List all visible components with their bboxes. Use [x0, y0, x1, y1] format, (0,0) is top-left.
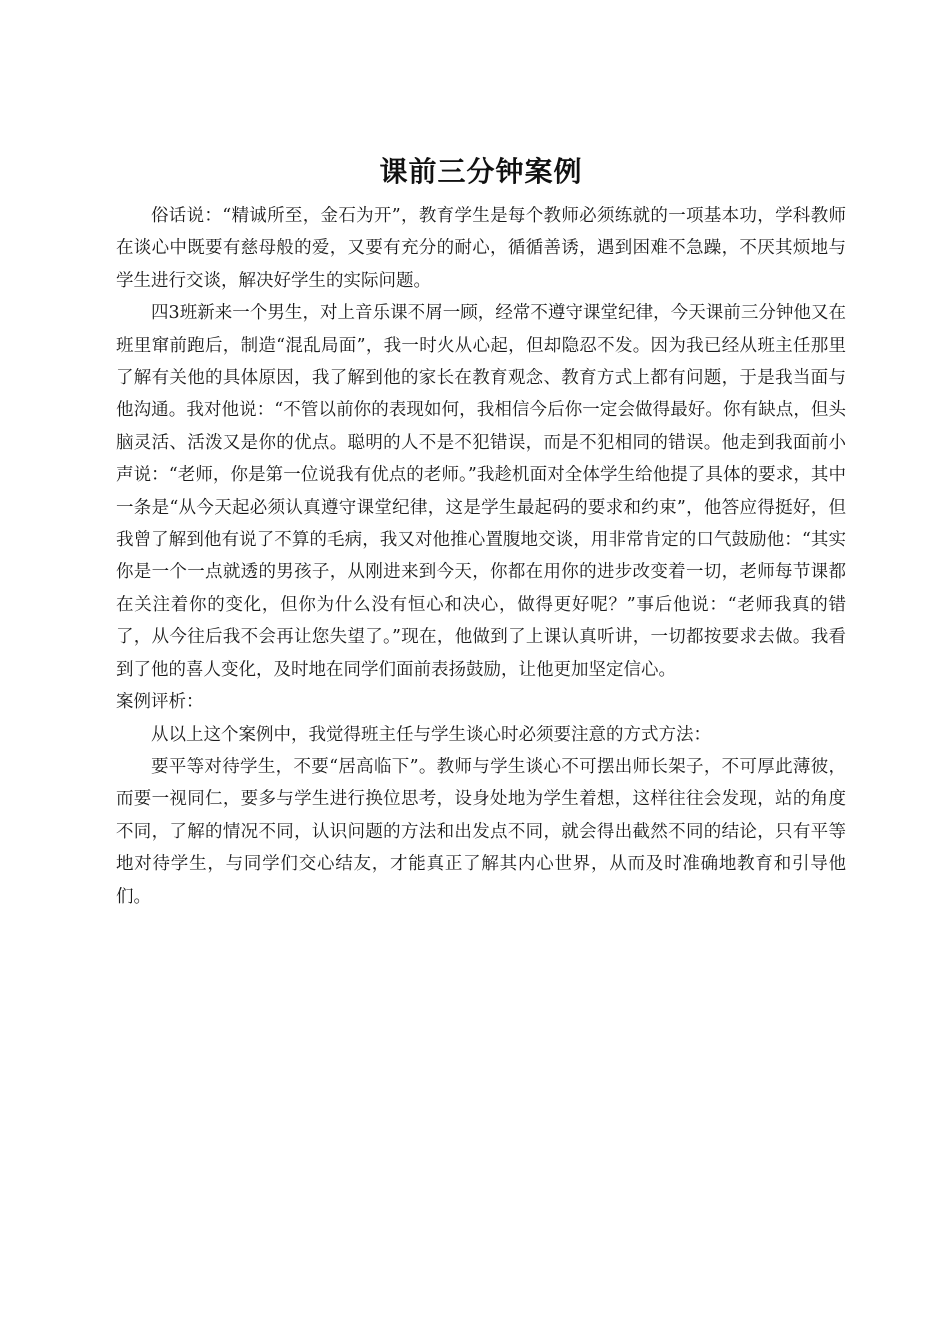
section-heading-case-review: 案例评析：	[116, 692, 204, 713]
paragraph-case-story: 四3班新来一个男生，对上音乐课不屑一顾，经常不遵守课堂纪律，今天课前三分钟他又在班里窜前跑后，制造“混乱局面”，我一时火从心起，但却隐忍不发。因为我已经从班主任那里了解有关他的具体原因，我了解到他的家长在教育观念、教育方式上都有问题，于是我当面与他沟通。我对他说：“不管以前你的表现如何，我相信今后你一定会做得最好。你有缺点，但头脑灵活、活泼又是你的优点。聪明的人不是不犯错误，而是不犯相同的错误。他走到我面前小声说：“老师，你是第一位说我有优点的老师。”我趁机面对全体学生给他提了具体的要求，其中一条是“从今天起必须认真遵守课堂纪律，这是学生最起码的要求和约束”，他答应得挺好，但我曾了解到他有说了不算的毛病，我又对他推心置腹地交谈，用非常肯定的口气鼓励他：“其实你是一个一点就透的男孩子，从刚进来到今天，你都在用你的进步改变着一切，老师每节课都在关注着你的变化，但你为什么没有恒心和决心，做得更好呢？”事后他说：“老师我真的错了，从今往后我不会再让您失望了。”现在，他做到了上课认真听讲，一切都按要求去做。我看到了他的喜人变化，及时地在同学们面前表扬鼓励，让他更加坚定信心。	[116, 303, 846, 680]
paragraph-equal-treatment: 要平等对待学生，不要“居高临下”。教师与学生谈心不可摆出师长架子，不可厚此薄彼，而要一视同仁，要多与学生进行换位思考，设身处地为学生着想，这样往往会发现，站的角度不同，了解的情况不同，认识问题的方法和出发点不同，就会得出截然不同的结论，只有平等地对待学生，与同学们交心结友，才能真正了解其内心世界，从而及时准确地教育和引导他们。	[116, 756, 846, 907]
paragraph-review-intro: 从以上这个案例中，我觉得班主任与学生谈心时必须要注意的方式方法：	[151, 724, 711, 745]
document-title: 课前三分钟案例	[379, 155, 583, 188]
paragraph-proverb: 俗话说：“精诚所至，金石为开”，教育学生是每个教师必须练就的一项基本功，学科教师在谈心中既要有慈母般的爱，又要有充分的耐心，循循善诱，遇到困难不急躁，不厌其烦地与学生进行交谈，解决好学生的实际问题。	[116, 206, 846, 291]
document-page	[116, 150, 846, 913]
